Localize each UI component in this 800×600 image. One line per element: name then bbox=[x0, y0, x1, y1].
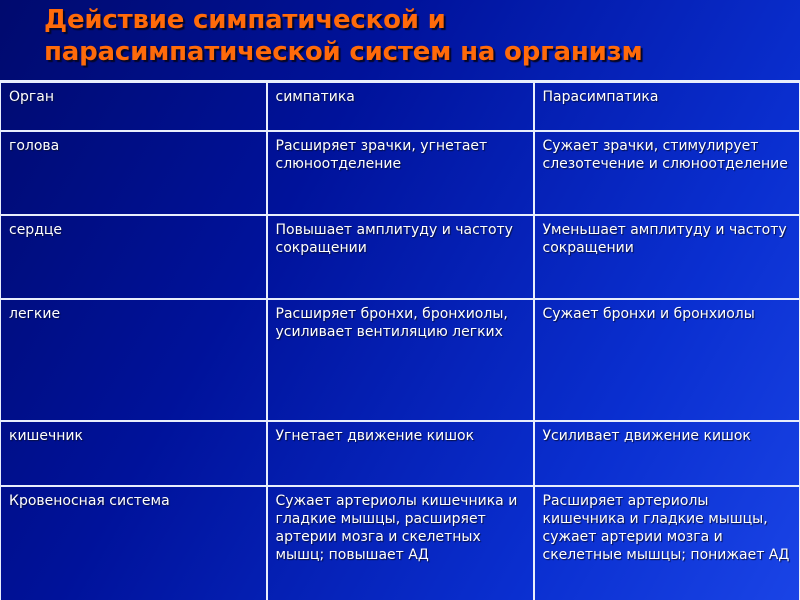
cell-organ: голова bbox=[1, 131, 267, 215]
table-row bbox=[1, 486, 800, 600]
slide-title bbox=[44, 4, 784, 68]
cell-sympathetic: Сужает артериолы кишечника и гладкие мышцы, расширяет артерии мозга и скелетных мышц; повышает АД bbox=[267, 486, 534, 600]
table-header-row bbox=[1, 82, 800, 131]
slide-title-line-1: Действие симпатической и bbox=[44, 5, 446, 35]
cell-parasympathetic: Расширяет артериолы кишечника и гладкие мышцы, сужает артерии мозга и скелетные мышцы; понижает АД bbox=[534, 486, 800, 600]
comparison-table bbox=[0, 80, 800, 600]
header-organ: Орган bbox=[1, 82, 267, 131]
table-row bbox=[1, 421, 800, 486]
cell-organ: сердце bbox=[1, 215, 267, 299]
cell-organ: Кровеносная система bbox=[1, 486, 267, 600]
cell-sympathetic: Расширяет бронхи, бронхиолы, усиливает вентиляцию легких bbox=[267, 299, 534, 421]
cell-parasympathetic: Усиливает движение кишок bbox=[534, 421, 800, 486]
table-row bbox=[1, 131, 800, 215]
cell-parasympathetic: Сужает бронхи и бронхиолы bbox=[534, 299, 800, 421]
slide-title-line-2: парасимпатической систем на организм bbox=[44, 37, 643, 67]
cell-organ: кишечник bbox=[1, 421, 267, 486]
cell-sympathetic: Расширяет зрачки, угнетает слюноотделение bbox=[267, 131, 534, 215]
header-sympathetic: симпатика bbox=[267, 82, 534, 131]
table-row bbox=[1, 215, 800, 299]
cell-parasympathetic: Сужает зрачки, стимулирует слезотечение и слюноотделение bbox=[534, 131, 800, 215]
table-row bbox=[1, 299, 800, 421]
cell-sympathetic: Повышает амплитуду и частоту сокращении bbox=[267, 215, 534, 299]
cell-organ: легкие bbox=[1, 299, 267, 421]
header-parasympathetic: Парасимпатика bbox=[534, 82, 800, 131]
cell-sympathetic: Угнетает движение кишок bbox=[267, 421, 534, 486]
cell-parasympathetic: Уменьшает амплитуду и частоту сокращении bbox=[534, 215, 800, 299]
